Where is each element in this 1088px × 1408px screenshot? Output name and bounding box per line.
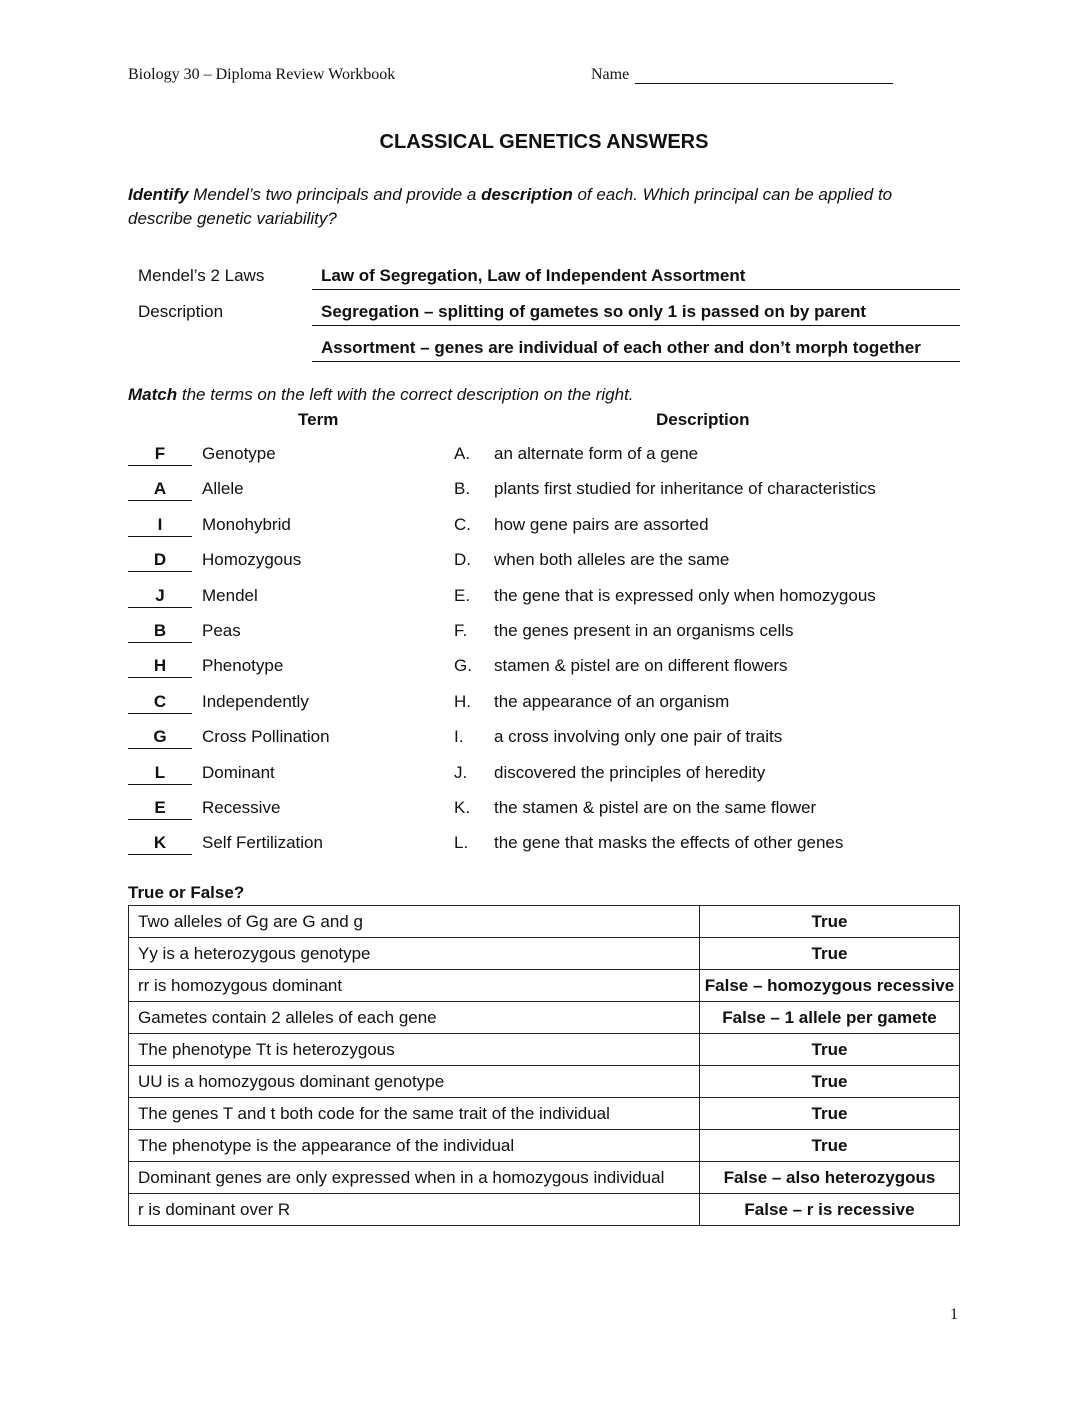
statement-cell: Gametes contain 2 alleles of each gene — [129, 1002, 700, 1034]
law-row — [128, 264, 960, 300]
description-letter: K. — [454, 797, 471, 817]
statement-cell: Dominant genes are only expressed when in a homozygous individual — [129, 1162, 700, 1194]
law-answer: Assortment – genes are individual of each other and don’t morph together — [312, 338, 960, 362]
match-row — [128, 654, 960, 689]
answer-cell: True — [700, 938, 960, 970]
description-letter: C. — [454, 514, 471, 534]
q1-bold-description: description — [481, 185, 573, 204]
description-text: the appearance of an organism — [494, 691, 730, 711]
q2-bold-match: Match — [128, 385, 178, 404]
match-row — [128, 442, 960, 477]
term-label: Cross Pollination — [202, 727, 330, 747]
description-letter: I. — [454, 727, 464, 747]
match-row — [128, 548, 960, 583]
description-letter: A. — [454, 444, 471, 463]
answer-cell: False – 1 allele per gamete — [700, 1002, 960, 1034]
answer-blank[interactable]: J — [128, 586, 192, 608]
law-label: Description — [138, 302, 224, 321]
match-row — [128, 761, 960, 796]
answer-blank[interactable]: C — [128, 692, 192, 714]
description-column-header: Description — [656, 410, 750, 429]
description-text: the genes present in an organisms cells — [494, 620, 794, 640]
description-text: plants first studied for inheritance of characteristics — [494, 479, 876, 499]
statement-cell: Two alleles of Gg are G and g — [129, 906, 700, 938]
answer-blank[interactable]: I — [128, 515, 192, 537]
match-row — [128, 619, 960, 654]
answer-cell: False – homozygous recessive — [700, 970, 960, 1002]
table-row — [129, 938, 960, 970]
statement-cell: The phenotype Tt is heterozygous — [129, 1034, 700, 1066]
table-row — [129, 1194, 960, 1226]
term-label: Independently — [202, 691, 309, 711]
statement-cell: The phenotype is the appearance of the individual — [129, 1130, 700, 1162]
term-column-header: Term — [298, 410, 339, 429]
description-text: how gene pairs are assorted — [494, 514, 709, 534]
term-label: Recessive — [202, 797, 281, 817]
description-text: discovered the principles of heredity — [494, 762, 766, 782]
description-letter: D. — [454, 550, 471, 570]
statement-cell: rr is homozygous dominant — [129, 970, 700, 1002]
statement-cell: Yy is a heterozygous genotype — [129, 938, 700, 970]
match-row — [128, 513, 960, 548]
table-row — [129, 1162, 960, 1194]
description-text: the gene that is expressed only when homozygous — [494, 585, 876, 605]
term-label: Homozygous — [202, 550, 302, 570]
answer-cell: True — [700, 1130, 960, 1162]
description-text: when both alleles are the same — [494, 550, 730, 570]
term-label: Genotype — [202, 444, 276, 463]
answer-blank[interactable]: A — [128, 479, 192, 501]
answer-blank[interactable]: D — [128, 550, 192, 572]
term-label: Peas — [202, 620, 241, 640]
answer-cell: False – also heterozygous — [700, 1162, 960, 1194]
term-label: Phenotype — [202, 656, 284, 676]
answer-cell: True — [700, 1066, 960, 1098]
q1-text-b: of each. Which principal can be applied to describe genetic variability? — [128, 185, 893, 228]
answer-cell: True — [700, 1098, 960, 1130]
question-identify — [128, 183, 960, 231]
true-false-title: True or False? — [128, 883, 245, 902]
description-text: the stamen & pistel are on the same flower — [494, 797, 817, 817]
law-row — [128, 300, 960, 336]
description-letter: E. — [454, 585, 471, 605]
description-letter: G. — [454, 656, 472, 676]
laws-section — [128, 264, 960, 372]
answer-blank[interactable]: B — [128, 621, 192, 643]
matching-list — [128, 442, 960, 867]
question-match — [128, 385, 960, 405]
page-title: CLASSICAL GENETICS ANSWERS — [379, 131, 709, 153]
answer-cell: True — [700, 1034, 960, 1066]
match-row — [128, 477, 960, 512]
table-row — [129, 970, 960, 1002]
workbook-title: Biology 30 – Diploma Review Workbook — [128, 66, 396, 83]
description-text: stamen & pistel are on different flowers — [494, 656, 788, 676]
law-row — [128, 336, 960, 372]
page-number: 1 — [950, 1306, 958, 1323]
law-answer: Segregation – splitting of gametes so only 1 is passed on by parent — [312, 302, 960, 326]
page-header — [128, 66, 960, 84]
description-text: a cross involving only one pair of traits — [494, 727, 783, 747]
description-letter: B. — [454, 479, 471, 499]
description-letter: F. — [454, 620, 468, 640]
name-field[interactable] — [591, 66, 893, 84]
match-row — [128, 831, 960, 866]
q2-text: the terms on the left with the correct description on the right. — [177, 385, 634, 404]
answer-blank[interactable]: H — [128, 656, 192, 678]
table-row — [129, 1130, 960, 1162]
q1-text-a: Mendel’s two principals and provide a — [188, 185, 482, 204]
term-label: Mendel — [202, 585, 258, 605]
answer-cell: False – r is recessive — [700, 1194, 960, 1226]
statement-cell: The genes T and t both code for the same trait of the individual — [129, 1098, 700, 1130]
table-row — [129, 1066, 960, 1098]
law-answer: Law of Segregation, Law of Independent Assortment — [312, 266, 960, 290]
answer-blank[interactable]: E — [128, 798, 192, 820]
q1-bold-identify: Identify — [128, 185, 189, 204]
answer-blank[interactable]: K — [128, 833, 192, 855]
answer-blank[interactable]: L — [128, 763, 192, 785]
answer-blank[interactable]: G — [128, 727, 192, 749]
table-row — [129, 1002, 960, 1034]
description-letter: J. — [454, 762, 468, 782]
statement-cell: UU is a homozygous dominant genotype — [129, 1066, 700, 1098]
name-line[interactable] — [635, 67, 893, 84]
term-label: Allele — [202, 479, 244, 499]
match-row — [128, 690, 960, 725]
description-text: the gene that masks the effects of other genes — [494, 833, 844, 853]
term-label: Self Fertilization — [202, 833, 323, 853]
description-text: an alternate form of a gene — [494, 444, 699, 463]
term-label: Dominant — [202, 762, 275, 782]
true-false-table — [128, 905, 960, 1226]
term-label: Monohybrid — [202, 514, 291, 534]
description-letter: L. — [454, 833, 469, 853]
answer-blank[interactable]: F — [128, 444, 192, 466]
answer-cell: True — [700, 906, 960, 938]
match-row — [128, 796, 960, 831]
table-row — [129, 906, 960, 938]
statement-cell: r is dominant over R — [129, 1194, 700, 1226]
description-letter: H. — [454, 691, 471, 711]
table-row — [129, 1098, 960, 1130]
name-label: Name — [591, 66, 630, 83]
law-label: Mendel’s 2 Laws — [138, 266, 265, 285]
table-row — [129, 1034, 960, 1066]
match-row — [128, 584, 960, 619]
match-row — [128, 725, 960, 760]
